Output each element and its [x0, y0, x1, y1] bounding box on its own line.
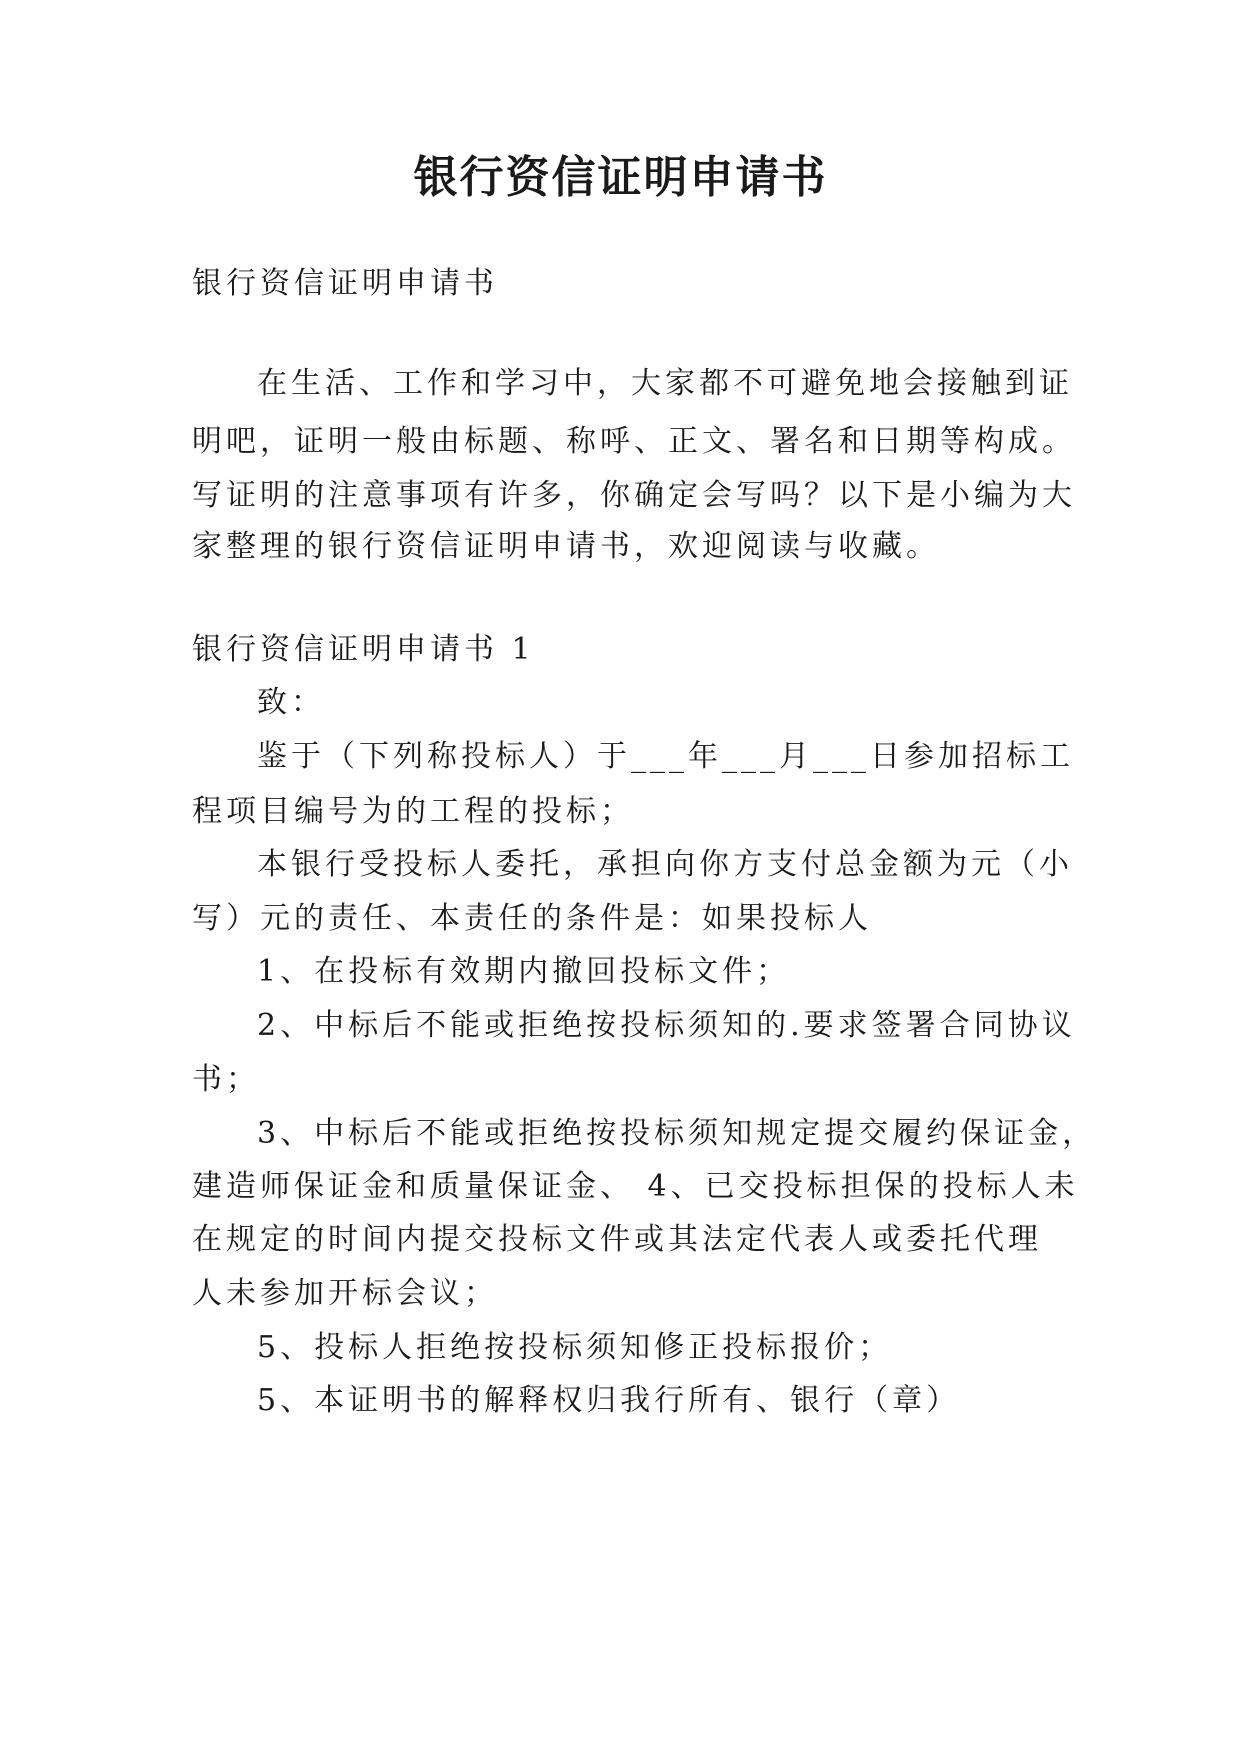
- body-line: 程项目编号为的工程的投标；: [192, 794, 634, 829]
- body-line: 写）元的责任、本责任的条件是：如果投标人: [192, 901, 872, 936]
- intro-line: 在生活、工作和学习中，大家都不可避免地会接触到证: [257, 366, 1073, 401]
- body-line: 书；: [192, 1062, 260, 1097]
- subtitle: 银行资信证明申请书: [192, 266, 498, 301]
- intro-line: 写证明的注意事项有许多，你确定会写吗？以下是小编为大: [192, 478, 1076, 513]
- body-line: 5、投标人拒绝按投标须知修正投标报价；: [257, 1330, 893, 1365]
- body-line: 建造师保证金和质量保证金、 4、已交投标担保的投标人未: [192, 1169, 1079, 1204]
- body-line: 5、本证明书的解释权归我行所有、银行（章）: [257, 1383, 961, 1418]
- body-line: 致：: [257, 685, 325, 720]
- section-heading: 银行资信证明申请书 1: [192, 632, 535, 667]
- intro-line: 明吧，证明一般由标题、称呼、正文、署名和日期等构成。: [192, 424, 1076, 459]
- body-line: 1、在投标有效期内撤回投标文件；: [257, 954, 791, 989]
- body-line: 鉴于（下列称投标人）于___年___月___日参加招标工: [257, 739, 1074, 774]
- intro-line: 家整理的银行资信证明申请书，欢迎阅读与收藏。: [192, 529, 940, 564]
- body-line: 本银行受投标人委托，承担向你方支付总金额为元（小: [257, 847, 1073, 882]
- body-line: 在规定的时间内提交投标文件或其法定代表人或委托代理: [192, 1222, 1042, 1257]
- body-line: 3、中标后不能或拒绝按投标须知规定提交履约保证金，: [257, 1116, 1097, 1151]
- document-title: 银行资信证明申请书: [413, 152, 828, 203]
- body-line: 人未参加开标会议；: [192, 1276, 498, 1311]
- body-line: 2、中标后不能或拒绝按投标须知的.要求签署合同协议: [257, 1008, 1076, 1043]
